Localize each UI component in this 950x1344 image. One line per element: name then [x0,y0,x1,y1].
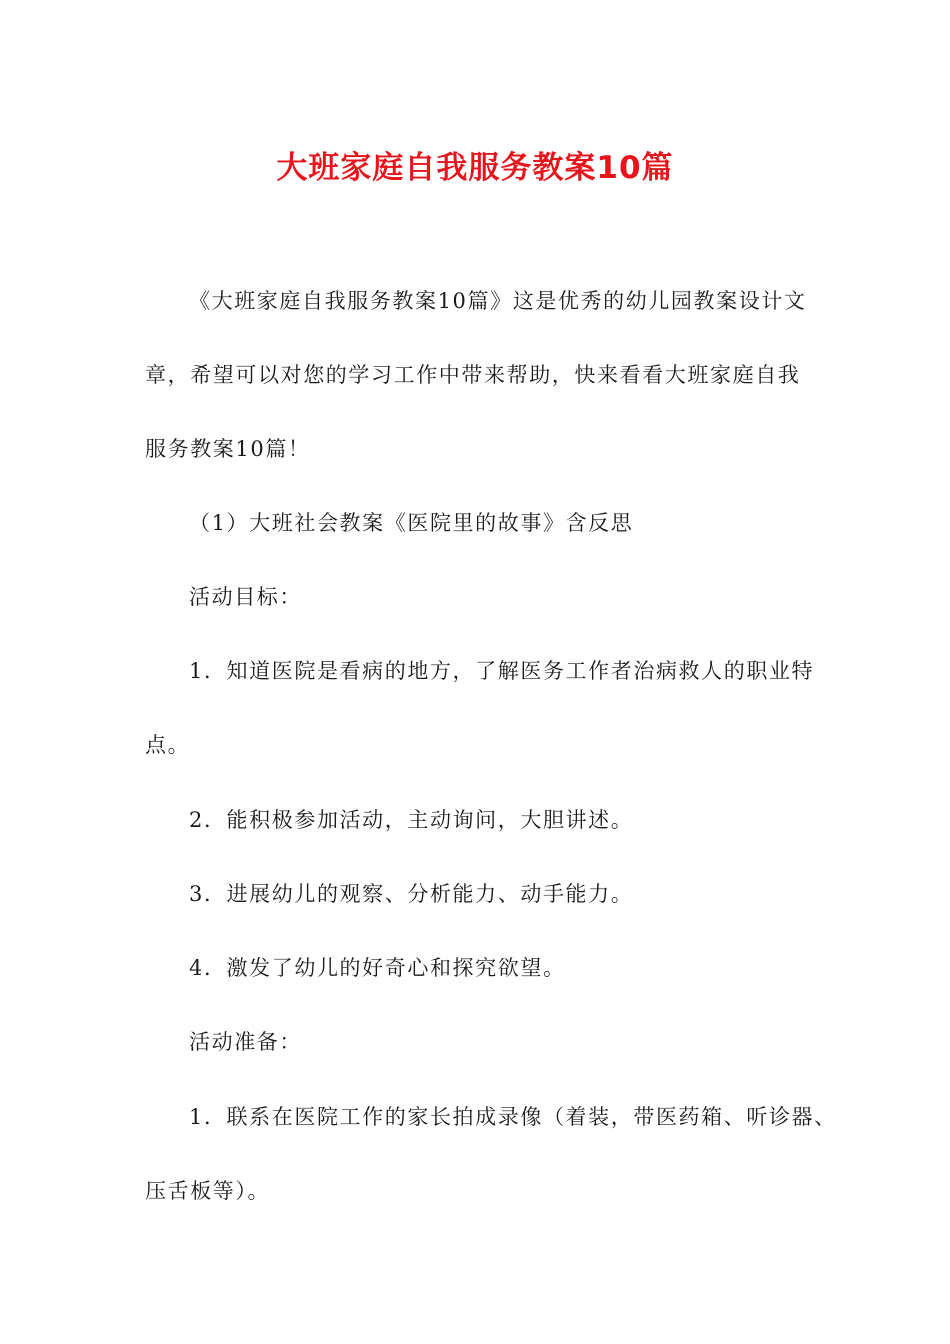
intro-line-2: 章，希望可以对您的学习工作中带来帮助，快来看看大班家庭自我 [145,363,801,387]
prep-item-1: 1．联系在医院工作的家长拍成录像（着装，带医药箱、听诊器、 [189,1105,837,1129]
goal-item-2: 2．能积极参加活动，主动询问，大胆讲述。 [189,808,634,832]
intro-line-3: 服务教案10篇！ [145,437,311,461]
document-title: 大班家庭自我服务教案10篇 [276,150,674,186]
goal-item-3: 3．进展幼儿的观察、分析能力、动手能力。 [189,882,634,906]
goal-item-4: 4．激发了幼儿的好奇心和探究欲望。 [189,956,566,980]
goal-item-1-cont: 点。 [145,733,191,757]
activity-prep-heading: 活动准备： [189,1030,302,1054]
prep-item-1-cont: 压舌板等）。 [145,1179,271,1203]
intro-line-1: 《大班家庭自我服务教案10篇》这是优秀的幼儿园教案设计文 [189,289,807,313]
section-heading-1: （1）大班社会教案《医院里的故事》含反思 [189,511,634,535]
activity-goals-heading: 活动目标： [189,585,302,609]
goal-item-1: 1．知道医院是看病的地方，了解医务工作者治病救人的职业特 [189,659,815,683]
